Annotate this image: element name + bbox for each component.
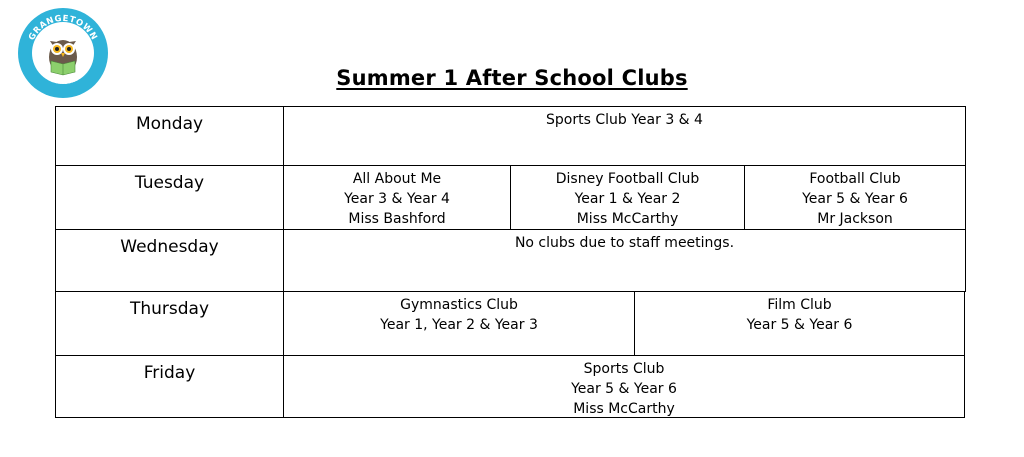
club-text-line: All About Me [352, 171, 442, 187]
club-text-line: Year 5 & Year 6 [746, 317, 853, 333]
club-cell [744, 165, 966, 230]
club-text-line: Miss McCarthy [576, 211, 679, 227]
club-text-line: Year 3 & Year 4 [344, 191, 450, 207]
day-thursday: Thursday [55, 291, 284, 356]
page-title: Summer 1 After School Clubs [336, 66, 688, 90]
club-text-line: Disney Football Club [555, 171, 700, 187]
club-text-line: Year 5 & Year 6 [571, 381, 677, 397]
club-text-line: Year 5 & Year 6 [802, 191, 908, 207]
day-monday: Monday [55, 106, 284, 166]
club-text-line: Year 1 & Year 2 [574, 191, 681, 207]
club-cell [510, 165, 745, 230]
club-text-line: Film Club [767, 297, 832, 313]
day-tuesday: Tuesday [55, 165, 284, 230]
club-text-line: Year 1, Year 2 & Year 3 [380, 317, 538, 333]
club-text-line: Miss McCarthy [573, 401, 675, 417]
club-text-line: Sports Club Year 3 & 4 [546, 112, 703, 128]
club-cell [283, 291, 635, 356]
day-friday: Friday [55, 355, 284, 418]
day-wednesday: Wednesday [55, 229, 284, 292]
club-cell [283, 229, 966, 292]
club-text-line: Miss Bashford [348, 211, 446, 227]
club-cell [283, 355, 965, 418]
club-text-line: Mr Jackson [817, 211, 893, 227]
club-cell [283, 106, 966, 166]
club-text-line: Football Club [809, 171, 901, 187]
club-text-line: Gymnastics Club [400, 297, 518, 313]
logo-name-bottom: PRIMARY SCHOOL [39, 71, 87, 87]
club-cell [634, 291, 965, 356]
club-text-line: Sports Club [583, 361, 665, 377]
logo-name-top: GRANGETOWN [27, 13, 99, 43]
club-cell [283, 165, 511, 230]
club-text-line: No clubs due to staff meetings. [514, 235, 735, 251]
